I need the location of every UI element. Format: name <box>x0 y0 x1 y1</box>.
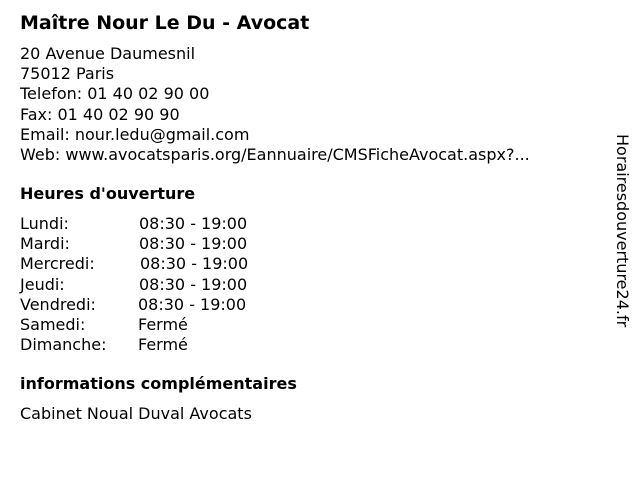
hours-time: Fermé <box>138 335 188 355</box>
hours-time: Fermé <box>138 314 188 334</box>
hours-row-saturday <box>20 315 320 335</box>
hours-row-wednesday <box>20 254 320 274</box>
hours-row-friday <box>20 295 320 315</box>
hours-day: Lundi: <box>20 214 69 233</box>
contact-block <box>20 44 530 165</box>
address-city: 75012 Paris <box>20 64 115 84</box>
hours-day: Samedi: <box>20 314 86 334</box>
website-url: Web: www.avocatsparis.org/Eannuaire/CMSFicheAvocat.aspx?... <box>20 145 530 165</box>
hours-table <box>20 214 320 355</box>
hours-day: Jeudi: <box>20 274 65 294</box>
email-address: Email: nour.ledu@gmail.com <box>20 124 250 144</box>
hours-day: Dimanche: <box>20 335 107 355</box>
hours-row-sunday <box>20 335 320 355</box>
hours-time: 08:30 - 19:00 <box>139 214 248 233</box>
hours-row-thursday <box>20 275 320 295</box>
hours-day: Vendredi: <box>20 294 96 314</box>
hours-row-tuesday <box>20 234 320 254</box>
hours-time: 08:30 - 19:00 <box>138 294 247 314</box>
hours-day: Mardi: <box>20 234 70 254</box>
site-brand-vertical: Horairesdouverture24.fr <box>613 134 632 328</box>
hours-day: Mercredi: <box>20 254 95 274</box>
fax-number: Fax: 01 40 02 90 90 <box>20 104 180 124</box>
info-text: Cabinet Noual Duval Avocats <box>20 404 252 423</box>
hours-row-monday <box>20 214 320 234</box>
address-street: 20 Avenue Daumesnil <box>20 44 196 63</box>
hours-time: 08:30 - 19:00 <box>140 254 249 274</box>
hours-time: 08:30 - 19:00 <box>139 274 248 294</box>
page-title: Maître Nour Le Du - Avocat <box>20 12 310 34</box>
hours-time: 08:30 - 19:00 <box>139 234 248 254</box>
phone-number: Telefon: 01 40 02 90 00 <box>20 84 210 104</box>
hours-heading: Heures d'ouverture <box>20 184 196 203</box>
info-heading: informations complémentaires <box>20 374 297 393</box>
